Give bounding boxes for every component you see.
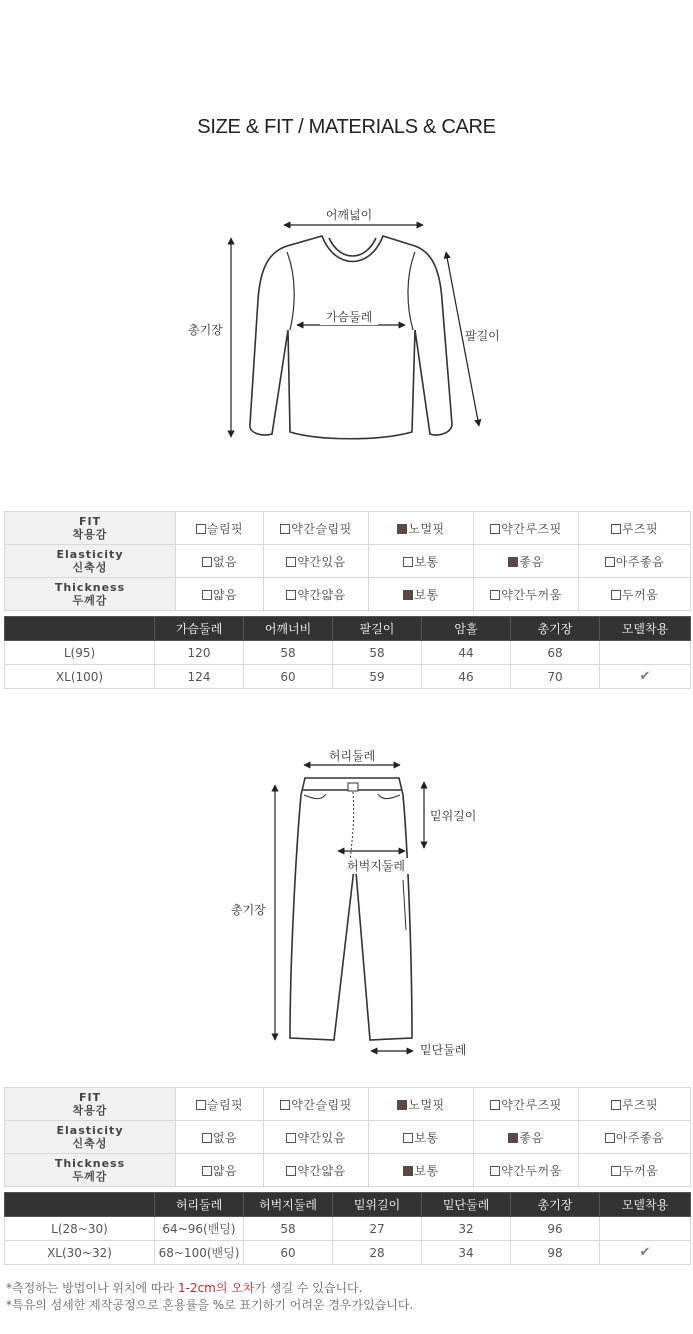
fit-option-label: 루즈핏 — [621, 1097, 659, 1112]
size-cell: L(95) — [5, 641, 155, 665]
checked-box-icon — [403, 1166, 413, 1176]
fit-option — [176, 1088, 264, 1121]
empty-box-icon — [286, 1133, 296, 1143]
fit-option-label: 노멀핏 — [408, 521, 445, 536]
column-header: 팔길이 — [333, 617, 422, 641]
column-header: 암홀 — [422, 617, 511, 641]
fit-option-label: 보통 — [414, 554, 439, 569]
fit-option-label: 두꺼움 — [621, 587, 659, 602]
measure-cell: 44 — [422, 641, 511, 665]
empty-box-icon — [605, 1133, 615, 1143]
fit-row-header-ko: 두께감 — [72, 594, 108, 607]
measure-header-row — [5, 1193, 691, 1217]
measure-cell: 124 — [155, 665, 244, 689]
empty-box-icon — [403, 1133, 413, 1143]
fit-row — [5, 1121, 691, 1154]
measure-cell: 96 — [511, 1217, 600, 1241]
model-cell — [600, 1241, 691, 1265]
fit-option — [474, 1154, 579, 1187]
column-header: 밑위길이 — [333, 1193, 422, 1217]
checked-box-icon — [397, 1100, 407, 1110]
fit-option-label: 노멀핏 — [408, 1097, 445, 1112]
fit-option-label: 아주좋음 — [615, 554, 665, 569]
fit-option — [264, 1088, 369, 1121]
measure-cell: 46 — [422, 665, 511, 689]
column-header — [5, 1193, 155, 1217]
chest-label: 가슴둘레 — [325, 310, 373, 324]
fit-row-header-ko: 착용감 — [72, 528, 108, 541]
fit-option-label: 두꺼움 — [621, 1163, 659, 1178]
page-title: SIZE & FIT / MATERIALS & CARE — [197, 116, 496, 138]
fit-option-label: 좋음 — [519, 1130, 544, 1145]
fit-option — [264, 1121, 369, 1154]
pants-length-label: 총기장 — [231, 903, 266, 917]
column-header: 총기장 — [511, 1193, 600, 1217]
fit-option-label: 약간두꺼움 — [501, 587, 562, 602]
size-cell: XL(100) — [5, 665, 155, 689]
measure-cell: 60 — [244, 1241, 333, 1265]
note-line-1: *측정하는 방법이나 위치에 따라 1-2cm의 오차가 생길 수 있습니다. — [6, 1281, 363, 1295]
shoulder-label: 어깨넓이 — [325, 208, 373, 222]
measure-cell: 64~96(밴딩) — [155, 1217, 244, 1241]
fit-row — [5, 1154, 691, 1187]
fit-option — [369, 1154, 474, 1187]
hem-label: 밑단둘레 — [420, 1043, 467, 1057]
fit-row-header — [5, 1121, 176, 1154]
fit-option-label: 없음 — [212, 554, 238, 569]
empty-box-icon — [202, 1133, 212, 1143]
fit-option-label: 슬림핏 — [206, 521, 244, 536]
fit-option-label: 없음 — [212, 1130, 238, 1145]
fit-row-header-en: Elasticity — [56, 548, 124, 561]
fit-option — [264, 1154, 369, 1187]
size-cell: L(28~30) — [5, 1217, 155, 1241]
fit-option — [176, 1121, 264, 1154]
fit-row — [5, 1088, 691, 1121]
empty-box-icon — [280, 1100, 290, 1110]
fit-row-header — [5, 1088, 176, 1121]
measure-table-bottom — [4, 1192, 691, 1265]
fit-option — [579, 1154, 691, 1187]
empty-box-icon — [611, 1100, 621, 1110]
size-cell: XL(30~32) — [5, 1241, 155, 1265]
measurement-notes — [6, 1280, 413, 1314]
column-header: 밑단둘레 — [422, 1193, 511, 1217]
fit-option-label: 얇음 — [212, 1163, 238, 1178]
fit-option-label: 약간있음 — [297, 554, 346, 569]
thigh-label: 허벅지둘레 — [347, 859, 405, 873]
measure-cell: 58 — [333, 641, 422, 665]
measure-cell: 70 — [511, 665, 600, 689]
fit-option-label: 보통 — [414, 587, 439, 602]
fit-row-header-ko: 신축성 — [72, 561, 108, 574]
column-header: 모델착용 — [600, 1193, 691, 1217]
column-header: 허리둘레 — [155, 1193, 244, 1217]
column-header: 가슴둘레 — [155, 617, 244, 641]
rise-label: 밑위길이 — [430, 809, 477, 823]
fit-option — [579, 1088, 691, 1121]
measure-cell: 98 — [511, 1241, 600, 1265]
measure-cell: 32 — [422, 1217, 511, 1241]
fit-row-header-ko: 두께감 — [72, 1170, 108, 1183]
empty-box-icon — [196, 1100, 206, 1110]
measure-cell: 28 — [333, 1241, 422, 1265]
waist-label: 허리둘레 — [328, 749, 376, 763]
fit-option — [474, 1121, 579, 1154]
fit-option — [176, 1154, 264, 1187]
measure-cell: 60 — [244, 665, 333, 689]
fit-option-label: 루즈핏 — [621, 521, 659, 536]
fit-option-label: 아주좋음 — [615, 1130, 665, 1145]
fit-option-label: 약간있음 — [297, 1130, 346, 1145]
empty-box-icon — [611, 1166, 621, 1176]
checked-box-icon — [508, 1133, 518, 1143]
fit-option — [579, 1121, 691, 1154]
measure-cell: 68 — [511, 641, 600, 665]
model-cell — [600, 1217, 691, 1241]
fit-option-label: 좋음 — [519, 554, 544, 569]
empty-box-icon — [202, 1166, 212, 1176]
column-header: 어깨너비 — [244, 617, 333, 641]
fit-option-label: 슬림핏 — [206, 1097, 244, 1112]
fit-option-label: 약간슬림핏 — [291, 521, 352, 536]
fit-row-header-en: FIT — [78, 1091, 102, 1104]
fit-option — [369, 1121, 474, 1154]
fit-option-label: 약간슬림핏 — [291, 1097, 352, 1112]
table-row — [5, 1241, 691, 1265]
fit-option-label: 약간루즈핏 — [501, 521, 562, 536]
column-header: 모델착용 — [600, 617, 691, 641]
fit-option — [369, 1088, 474, 1121]
sleeve-label: 팔길이 — [465, 329, 500, 343]
measure-cell: 120 — [155, 641, 244, 665]
fit-row-header-en: Thickness — [54, 1157, 126, 1170]
measure-cell: 27 — [333, 1217, 422, 1241]
fit-row-header-en: Elasticity — [56, 1124, 124, 1137]
measure-cell: 58 — [244, 641, 333, 665]
tolerance-highlight: 1-2cm의 오차 — [177, 1281, 255, 1295]
table-row — [5, 1217, 691, 1241]
fit-option-label: 약간얇음 — [297, 1163, 346, 1178]
fit-row-header — [5, 1154, 176, 1187]
measure-cell: 68~100(밴딩) — [155, 1241, 244, 1265]
fit-option-label: 약간두꺼움 — [501, 1163, 562, 1178]
empty-box-icon — [490, 1100, 500, 1110]
fit-option-label: 보통 — [414, 1130, 439, 1145]
empty-box-icon — [490, 1166, 500, 1176]
note-line-2: *특유의 섬세한 제작공정으로 혼용률을 %로 표기하기 어려운 경우가있습니다. — [6, 1298, 414, 1312]
fit-option-label: 약간얇음 — [297, 587, 346, 602]
fit-option-label: 약간루즈핏 — [501, 1097, 562, 1112]
pants-drawing — [290, 778, 412, 1040]
size-table-bottom — [4, 1087, 691, 1187]
measure-cell: 58 — [244, 1217, 333, 1241]
measure-cell: 59 — [333, 665, 422, 689]
fit-row-header-ko: 신축성 — [72, 1137, 108, 1150]
fit-option-label: 얇음 — [212, 587, 238, 602]
fit-row-header-ko: 착용감 — [72, 1104, 108, 1117]
fit-row-header-en: FIT — [78, 515, 102, 528]
fit-row-header-en: Thickness — [54, 581, 126, 594]
checkmark-icon: ✔ — [639, 1245, 651, 1260]
column-header: 총기장 — [511, 617, 600, 641]
column-header: 허벅지둘레 — [244, 1193, 333, 1217]
length-label: 총기장 — [188, 323, 223, 337]
fit-option — [474, 1088, 579, 1121]
measure-cell: 34 — [422, 1241, 511, 1265]
empty-box-icon — [286, 1166, 296, 1176]
checkmark-icon: ✔ — [639, 669, 651, 684]
fit-option-label: 보통 — [414, 1163, 439, 1178]
